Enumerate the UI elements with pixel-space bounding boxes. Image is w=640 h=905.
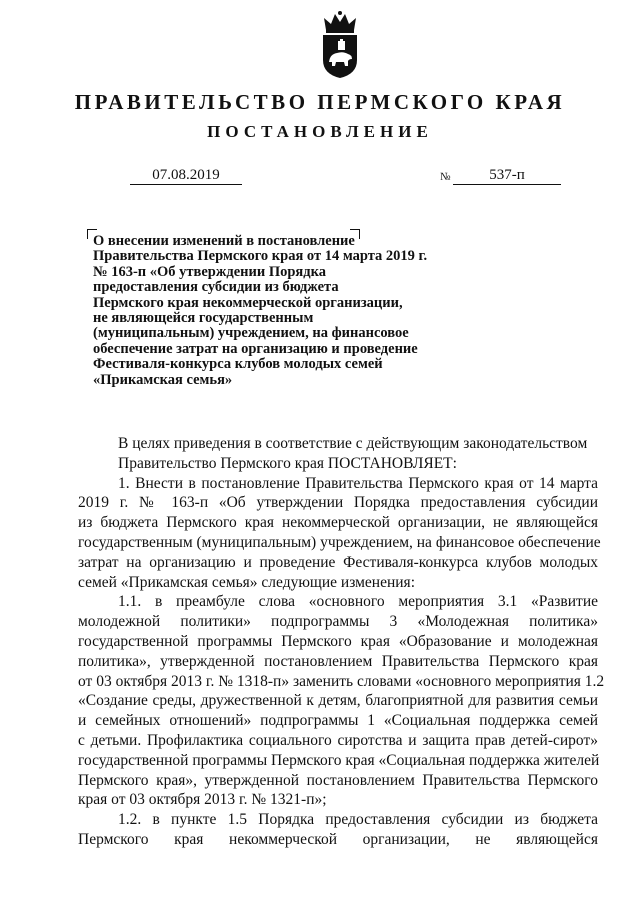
document-body — [78, 434, 605, 850]
title-line: № 163-п «Об утверждении Порядка — [93, 263, 326, 280]
body-line: с детьми. Профилактика социального сиротства и защита прав детей-сирот» — [78, 731, 598, 749]
body-line: из бюджета Пермского края некоммерческой организации, не являющейся — [78, 514, 598, 532]
body-line: Пермского края», утвержденной постановлением Правительства Пермского — [78, 771, 598, 789]
body-line: политика», утвержденной постановлением Правительства Пермского края — [78, 652, 598, 670]
title-line: Пермского края некоммерческой организации, — [93, 294, 403, 311]
body-line: семей «Прикамская семья» следующие изменения: — [78, 573, 415, 591]
body-line: 1.1. в преамбуле слова «основного мероприятия 3.1 «Развитие — [118, 593, 598, 611]
body-line: «Создание среды, дружественной к детям, благоприятной для развития семьи — [78, 692, 598, 710]
title-line: Правительства Пермского края от 14 марта 2019 г. — [93, 248, 428, 265]
body-line: края от 03 октября 2013 г. № 1321-п»; — [78, 791, 327, 809]
coat-of-arms-icon — [318, 10, 362, 80]
title-line: не являющейся государственным — [93, 310, 314, 327]
body-line: государственной программы Пермского края «Образование и молодежная — [78, 632, 598, 650]
title-line: Фестиваля-конкурса клубов молодых семей — [93, 356, 383, 373]
document-type: ПОСТАНОВЛЕНИЕ — [207, 122, 433, 141]
number-sign: № — [440, 171, 451, 183]
document-number: 537-п — [453, 166, 561, 185]
body-line: 2019 г. № 163-п «Об утверждении Порядка предоставления субсидии — [78, 494, 598, 512]
document-title — [93, 234, 453, 388]
title-line: обеспечение затрат на организацию и проведение — [93, 340, 418, 357]
document-date: 07.08.2019 — [130, 166, 242, 185]
title-line: (муниципальным) учреждением, на финансовое — [93, 325, 409, 342]
body-line: 1.2. в пункте 1.5 Порядка предоставления субсидии из бюджета — [118, 811, 598, 829]
body-line: Пермского края некоммерческой организации, не являющейся — [78, 830, 598, 848]
government-name: ПРАВИТЕЛЬСТВО ПЕРМСКОГО КРАЯ — [74, 90, 566, 114]
body-line: от 03 октября 2013 г. № 1318-п» заменить словами «основного мероприятия 1.2 — [78, 672, 605, 690]
title-line: О внесении изменений в постановление — [93, 233, 355, 249]
body-line: затрат на организацию и проведение Фестиваля-конкурса клубов молодых — [78, 553, 598, 571]
body-line: В целях приведения в соответствие с действующим законодательством — [118, 435, 588, 452]
body-line: и семейных отношений» подпрограммы 1 «Социальная поддержка семей — [78, 712, 598, 730]
body-line: государственным (муниципальным) учреждением, на финансовое обеспечение — [78, 533, 601, 551]
body-line: молодежной политики» подпрограммы 3 «Молодежная политика» — [78, 613, 598, 631]
body-line: Правительство Пермского края ПОСТАНОВЛЯЕТ: — [118, 454, 457, 472]
body-line: 1. Внести в постановление Правительства Пермского края от 14 марта — [118, 474, 598, 492]
title-line: «Прикамская семья» — [93, 371, 233, 388]
title-line: предоставления субсидии из бюджета — [93, 279, 339, 296]
body-line: государственной программы Пермского края «Социальная поддержка жителей — [78, 751, 600, 769]
